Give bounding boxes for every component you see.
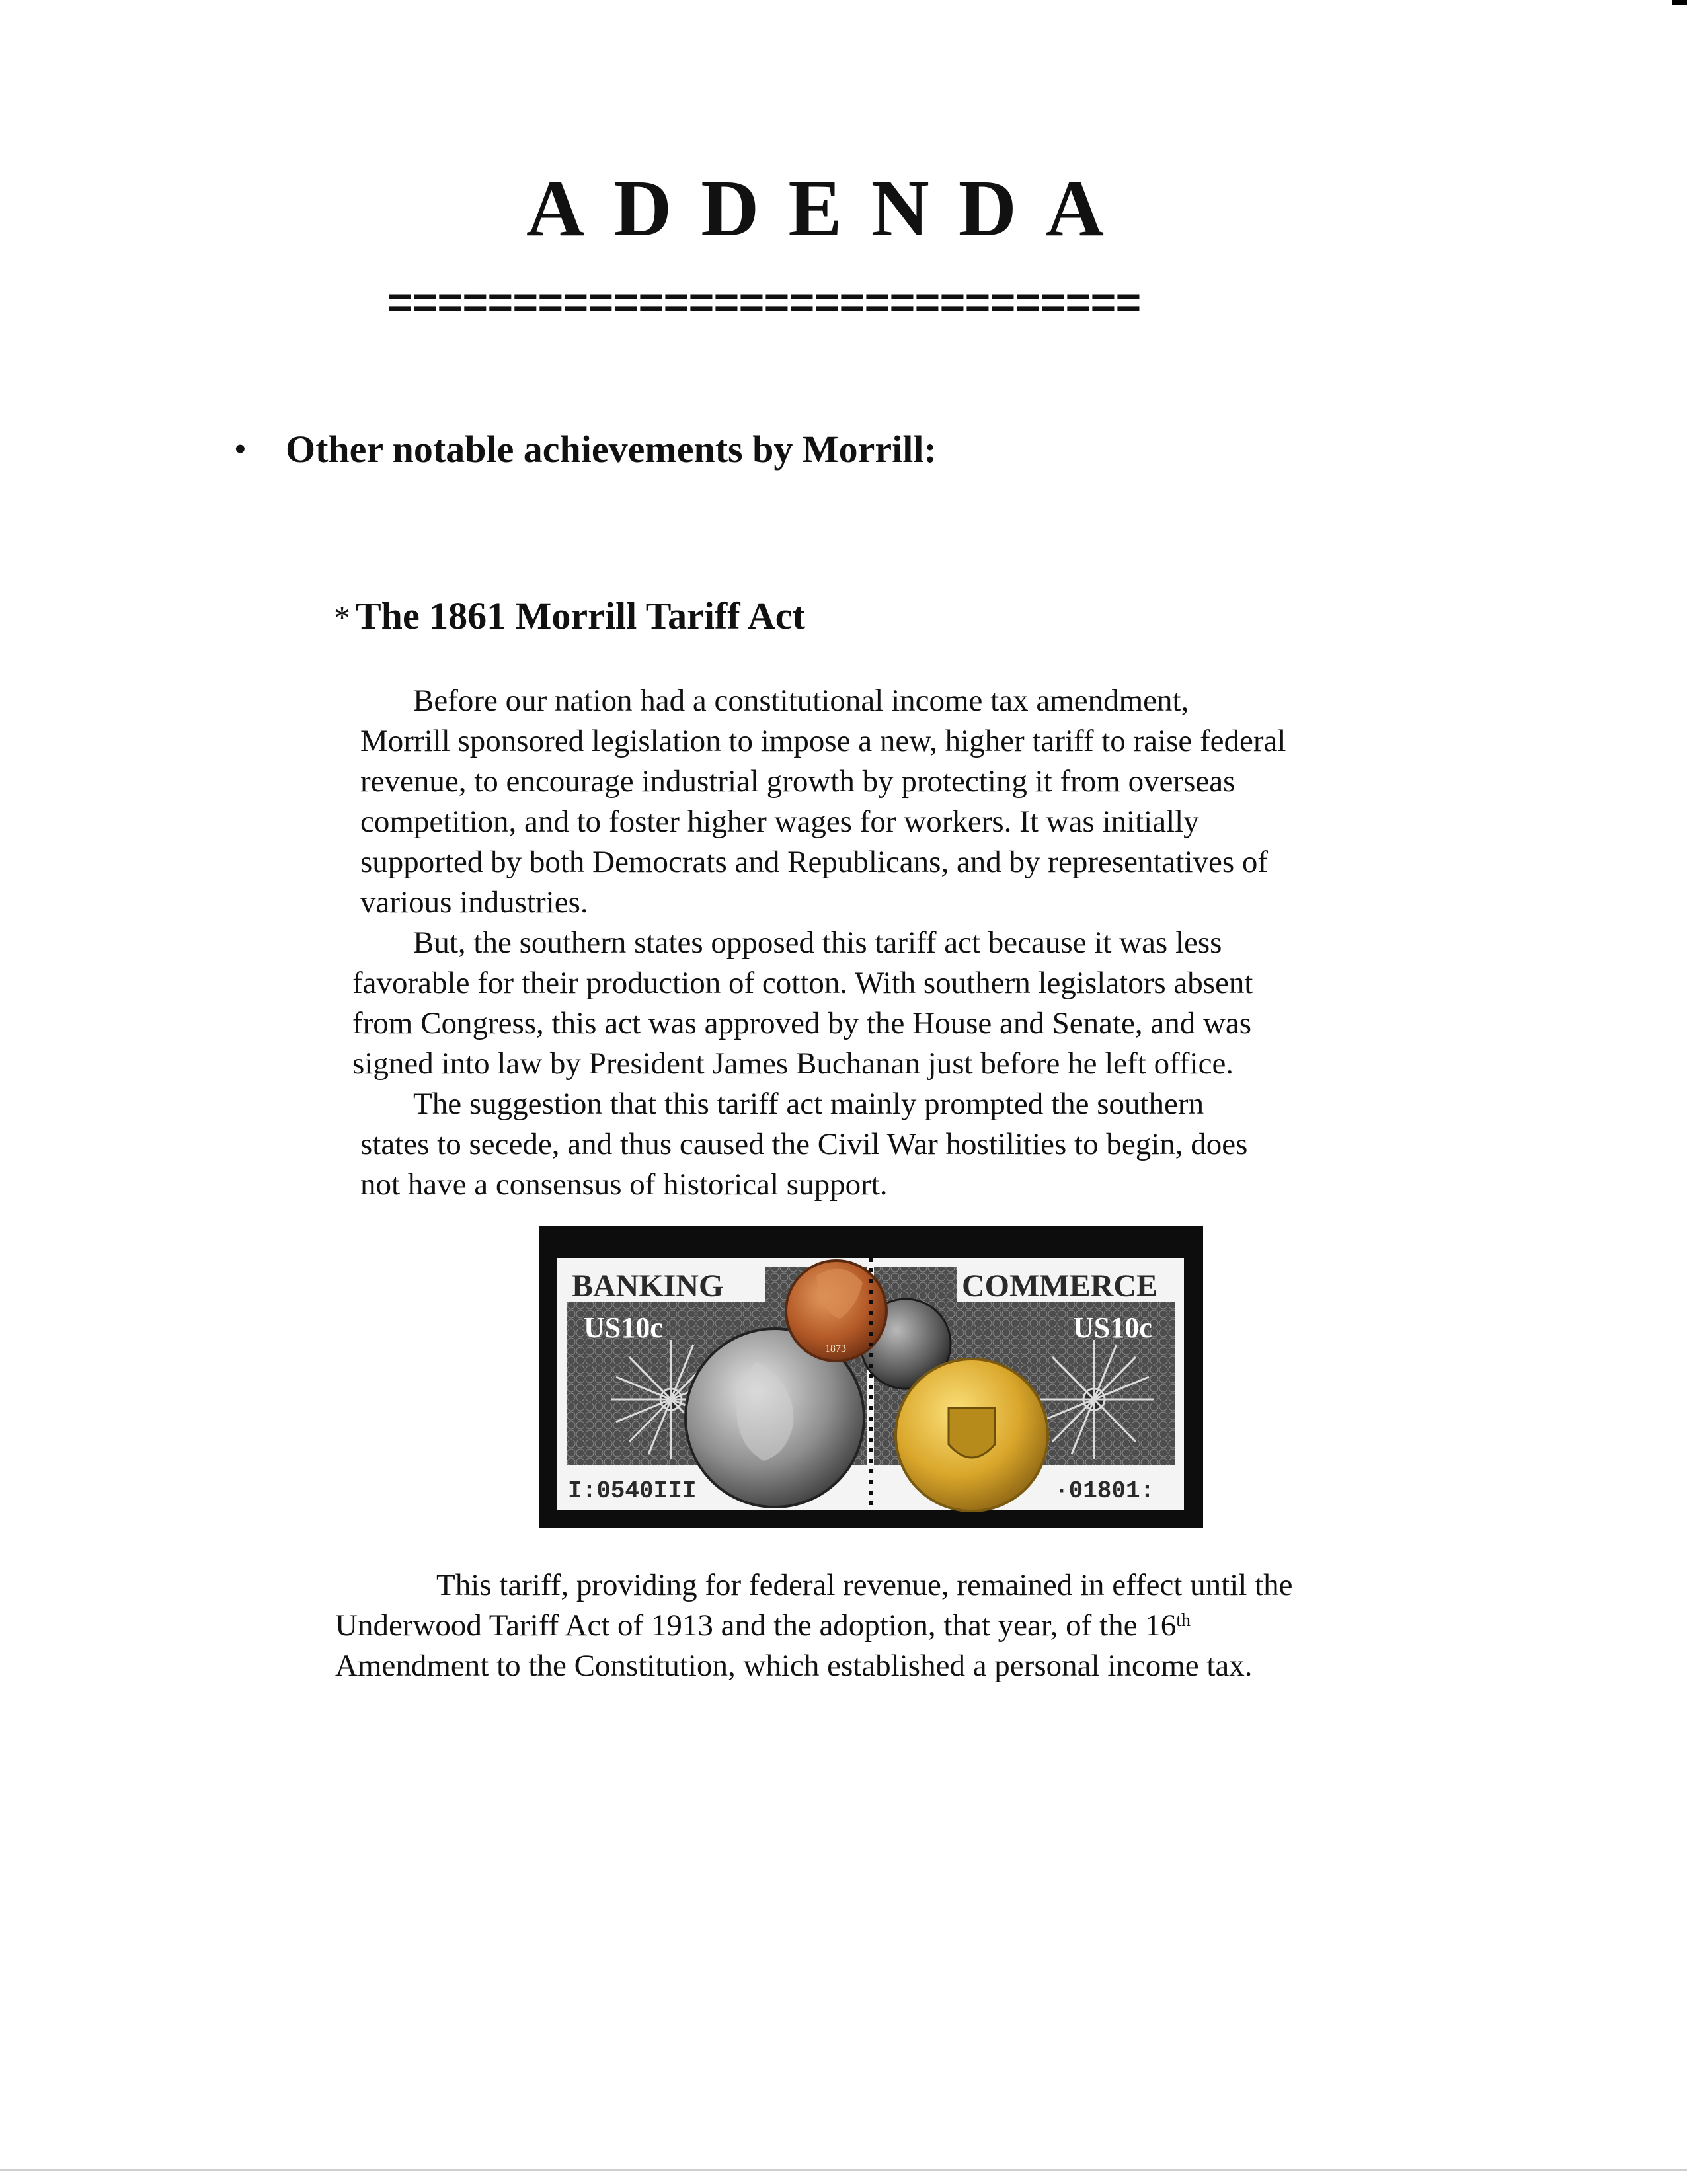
eagle-shield	[949, 1408, 995, 1458]
commerce-label: COMMERCE	[962, 1268, 1157, 1304]
paragraph-line: But, the southern states opposed this tariff act because it was less	[413, 925, 1222, 960]
paragraph-line: favorable for their production of cotton. With southern legislators absent	[352, 966, 1253, 1000]
paragraph-line: signed into law by President James Buchanan just before he left office.	[352, 1046, 1234, 1081]
closing-line-text: Underwood Tariff Act of 1913 and the adoption, that year, of the 16	[335, 1608, 1177, 1643]
left-denomination: US10c	[584, 1311, 663, 1344]
scan-edge-mark	[1672, 0, 1687, 5]
closing-line: This tariff, providing for federal revenue, remained in effect until the	[436, 1568, 1293, 1602]
paragraph-line: revenue, to encourage industrial growth by protecting it from overseas	[360, 764, 1236, 799]
right-plate-code: ·01801:	[1054, 1477, 1155, 1504]
asterisk-marker: *	[334, 599, 350, 636]
bullet-icon: •	[235, 432, 246, 467]
scan-bottom-edge	[0, 2169, 1687, 2171]
banking-commerce-stamp-pair	[539, 1226, 1203, 1528]
paragraph-line: not have a consensus of historical support.	[360, 1167, 888, 1202]
cent-year: 1873	[825, 1343, 846, 1354]
page-title: ADDENDA	[526, 164, 1133, 253]
paragraph-line: The suggestion that this tariff act mainly prompted the southern	[413, 1087, 1204, 1121]
right-denomination: US10c	[1073, 1311, 1152, 1344]
paragraph-line: Before our nation had a constitutional income tax amendment,	[413, 683, 1189, 718]
closing-line	[335, 1606, 1191, 1646]
paragraph-line: supported by both Democrats and Republicans, and by representatives of	[360, 845, 1269, 879]
paragraph-line: competition, and to foster higher wages for workers. It was initially	[360, 804, 1199, 839]
left-plate-code: I:0540III	[568, 1477, 697, 1504]
subsection-title: The 1861 Morrill Tariff Act	[356, 594, 805, 637]
paragraph-line: states to secede, and thus caused the Civil War hostilities to begin, does	[360, 1127, 1248, 1161]
paragraph-line: Morrill sponsored legislation to impose a new, higher tariff to raise federal	[360, 724, 1286, 758]
paragraph-line: various industries.	[360, 885, 588, 919]
closing-line: Amendment to the Constitution, which established a personal income tax.	[335, 1649, 1253, 1683]
subsection-heading	[334, 590, 805, 644]
title-underline-rule: ==============================	[387, 284, 1141, 328]
banking-label: BANKING	[572, 1268, 724, 1304]
paragraph-line: from Congress, this act was approved by the House and Senate, and was	[352, 1006, 1252, 1040]
ordinal-suffix: th	[1176, 1610, 1191, 1631]
section-heading: Other notable achievements by Morrill:	[286, 428, 937, 471]
right-rosette	[1035, 1340, 1154, 1459]
